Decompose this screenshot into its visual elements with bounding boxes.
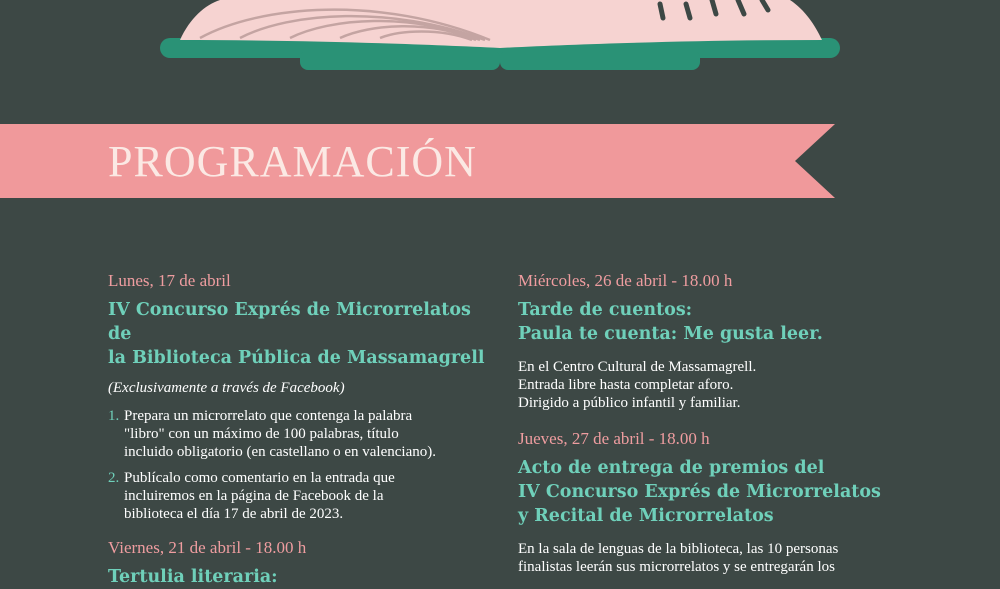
event-date: Viernes, 21 de abril - 18.00 h bbox=[108, 538, 307, 557]
event-title-line: la Biblioteca Pública de Massamagrell bbox=[108, 348, 485, 368]
event-title bbox=[108, 298, 493, 370]
event-description bbox=[518, 540, 898, 576]
event-tertulia bbox=[108, 537, 493, 589]
open-book-icon bbox=[0, 0, 1000, 80]
description-line: En la sala de lenguas de la biblioteca, las 10 personas bbox=[518, 541, 839, 557]
event-date: Jueves, 27 de abril - 18.00 h bbox=[518, 429, 710, 448]
list-number: 2. bbox=[108, 470, 120, 486]
event-title-line: IV Concurso Exprés de Microrrelatos de bbox=[108, 300, 471, 344]
left-column bbox=[108, 270, 493, 589]
event-title-line: Paula te cuenta: Me gusta leer. bbox=[518, 324, 823, 344]
event-date: Lunes, 17 de abril bbox=[108, 271, 231, 290]
list-item bbox=[108, 407, 493, 461]
event-concurso bbox=[108, 270, 493, 523]
description-line: Dirigido a público infantil y familiar. bbox=[518, 395, 741, 411]
event-description bbox=[518, 358, 898, 412]
step-line: Publícalo como comentario en la entrada que bbox=[124, 470, 395, 486]
event-title bbox=[518, 456, 898, 528]
event-premios bbox=[518, 428, 898, 576]
page-title: PROGRAMACIÓN bbox=[108, 137, 477, 186]
right-column bbox=[518, 270, 898, 576]
event-title-line: Acto de entrega de premios del bbox=[518, 458, 825, 478]
step-line: incluido obligatorio (en castellano o en valenciano). bbox=[124, 444, 436, 460]
list-number: 1. bbox=[108, 408, 120, 424]
event-title-line: IV Concurso Exprés de Microrrelatos bbox=[518, 482, 881, 502]
steps-list bbox=[108, 407, 493, 523]
event-title-line: Tarde de cuentos: bbox=[518, 300, 693, 320]
description-line: En el Centro Cultural de Massamagrell. bbox=[518, 359, 757, 375]
description-line: finalistas leerán sus microrrelatos y se entregarán los bbox=[518, 559, 835, 575]
step-line: Prepara un microrrelato que contenga la palabra bbox=[124, 408, 413, 424]
event-title-line: Tertulia literaria: bbox=[108, 567, 278, 587]
event-title bbox=[108, 565, 493, 589]
event-title bbox=[518, 298, 898, 346]
description-line: Entrada libre hasta completar aforo. bbox=[518, 377, 734, 393]
step-line: "libro" con un máximo de 100 palabras, título bbox=[124, 426, 399, 442]
event-cuentos bbox=[518, 270, 898, 412]
step-line: incluiremos en la página de Facebook de la bbox=[124, 488, 384, 504]
event-note: (Exclusivamente a través de Facebook) bbox=[108, 380, 345, 396]
event-date: Miércoles, 26 de abril - 18.00 h bbox=[518, 271, 733, 290]
event-title-line: y Recital de Microrrelatos bbox=[518, 506, 774, 526]
step-line: biblioteca el día 17 de abril de 2023. bbox=[124, 506, 344, 522]
list-item bbox=[108, 469, 493, 523]
